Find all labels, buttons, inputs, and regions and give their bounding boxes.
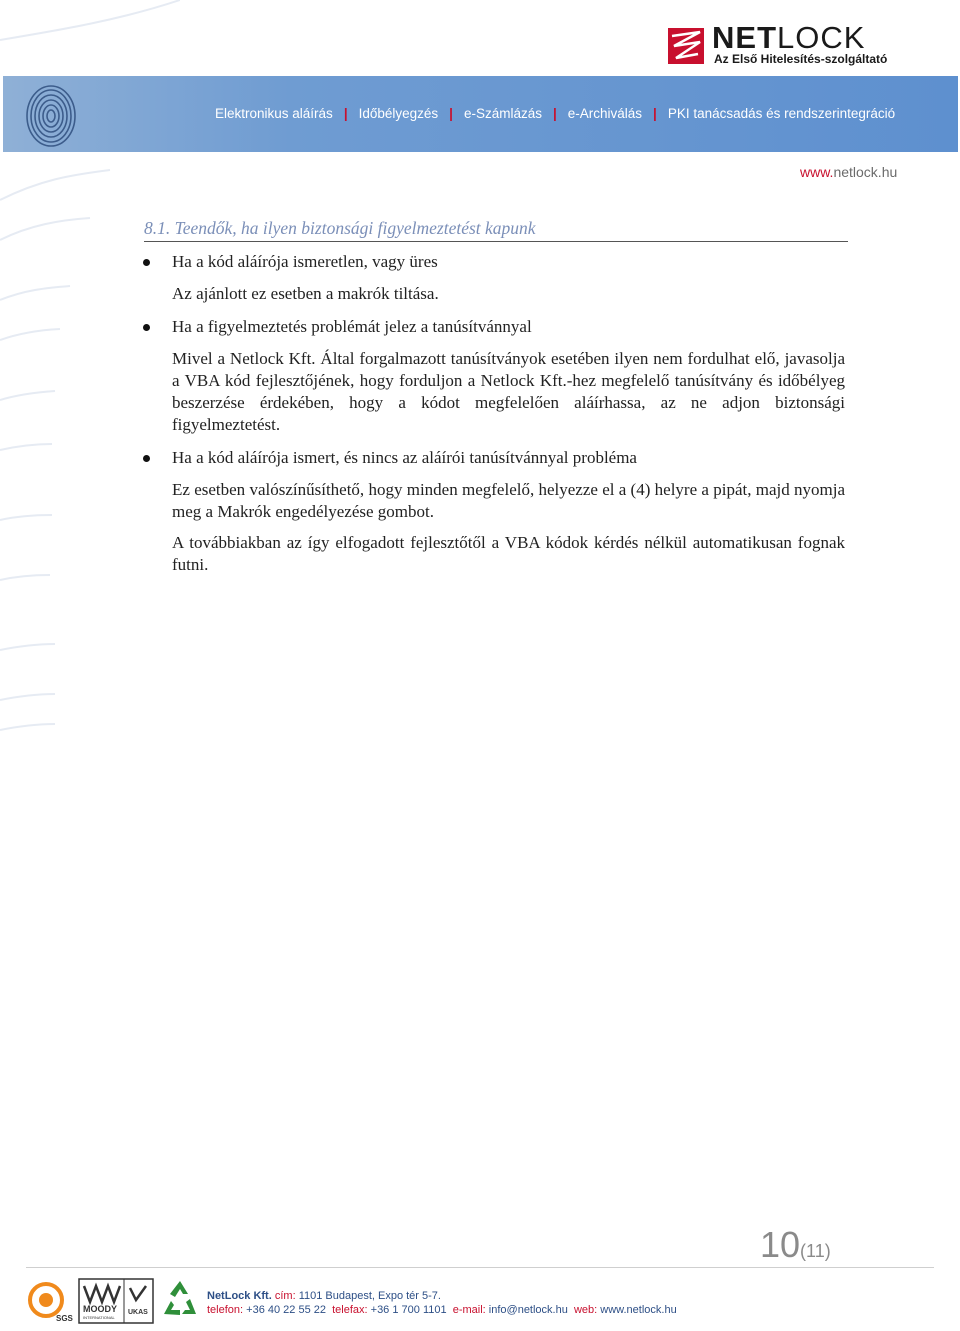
ukas-label: UKAS: [128, 1309, 148, 1316]
footer-contact-line: telefon: +36 40 22 55 22 telefax: +36 1 700 1101 e-mail: info@netlock.hu web: www.netlock.hu: [207, 1304, 677, 1316]
nav-item-pki-consulting[interactable]: PKI tanácsadás és rendszerintegráció: [667, 106, 896, 121]
bullet-icon: [143, 324, 150, 331]
footer-company-address: NetLock Kft. cím: 1101 Budapest, Expo tér 5-7.: [207, 1290, 441, 1302]
moody-international-label: INTERNATIONAL: [83, 1315, 115, 1320]
sgs-label: SGS: [56, 1314, 73, 1323]
bullet-item-unknown-signer: Ha a kód aláírója ismeretlen, vagy üres: [172, 252, 438, 271]
bullet-icon: [143, 455, 150, 462]
nav-separator: |: [653, 106, 657, 121]
nav-separator: |: [449, 106, 453, 121]
footer-divider: [26, 1267, 934, 1268]
sgs-certification-badge-icon: [26, 1278, 74, 1324]
recycle-icon: [158, 1278, 202, 1324]
website-link[interactable]: www.netlock.hu: [800, 164, 898, 180]
footer-email[interactable]: info@netlock.hu: [488, 1304, 568, 1316]
header-banner: [3, 76, 958, 152]
section-heading: 8.1. Teendők, ha ilyen biztonsági figyelmeztetést kapunk: [144, 218, 848, 242]
nav-separator: |: [552, 106, 557, 121]
nav-item-electronic-signature[interactable]: Elektronikus aláírás: [215, 106, 333, 121]
page-number: 10(11): [760, 1224, 831, 1265]
netlock-logo-mark-icon: [668, 28, 704, 64]
bullet-item-certificate-problem: Ha a figyelmeztetés problémát jelez a tanúsítvánnyal: [172, 317, 532, 336]
logo-wordmark: NETLOCK: [712, 20, 866, 55]
nav-item-e-archiving[interactable]: e-Archiválás: [567, 106, 643, 121]
service-nav: [215, 106, 895, 121]
footer-phone[interactable]: +36 40 22 55 22: [246, 1304, 326, 1316]
bullet-icon: [143, 259, 150, 266]
moody-label: MOODY: [83, 1304, 118, 1314]
logo-tagline: Az Első Hitelesítés-szolgáltató: [714, 52, 888, 66]
netlock-logo: [668, 20, 913, 68]
moody-international-badge-icon: [78, 1278, 154, 1324]
paragraph-auto-run: A továbbiakban az így elfogadott fejlesztőtől a VBA kódok kérdés nélkül automatikusan fognak futni.: [172, 533, 845, 574]
paragraph-enable-macros: Ez esetben valószínűsíthető, hogy minden megfelelő, helyezze el a (4) helyre a pipát, majd nyomja meg a Makrók engedélyezése gombot.: [172, 480, 845, 521]
footer-web[interactable]: www.netlock.hu: [600, 1304, 677, 1316]
footer-fax: +36 1 700 1101: [370, 1304, 447, 1316]
nav-item-timestamping[interactable]: Időbélyegzés: [358, 106, 439, 121]
paragraph-certificate-advice: Mivel a Netlock Kft. Által forgalmazott tanúsítványok esetében ilyen nem fordulhat elő, javasolja a VBA kód fejlesztőjének, hogy forduljon a Netlock Kft.-hez megfelelő tanúsítvány és időbélyeg beszerzése érdekében, hogy a kódot megfelelően aláírhassa, az ne adjon biztonsági figyelmeztetést.: [172, 349, 845, 434]
nav-item-e-invoicing[interactable]: e-Számlázás: [463, 106, 542, 121]
bullet-item-known-signer: Ha a kód aláírója ismert, és nincs az aláírói tanúsítvánnyal probléma: [172, 448, 637, 467]
paragraph-recommendation: Az ajánlott ez esetben a makrók tiltása.: [172, 284, 439, 303]
nav-separator: |: [343, 106, 348, 121]
fingerprint-icon: [21, 78, 79, 150]
